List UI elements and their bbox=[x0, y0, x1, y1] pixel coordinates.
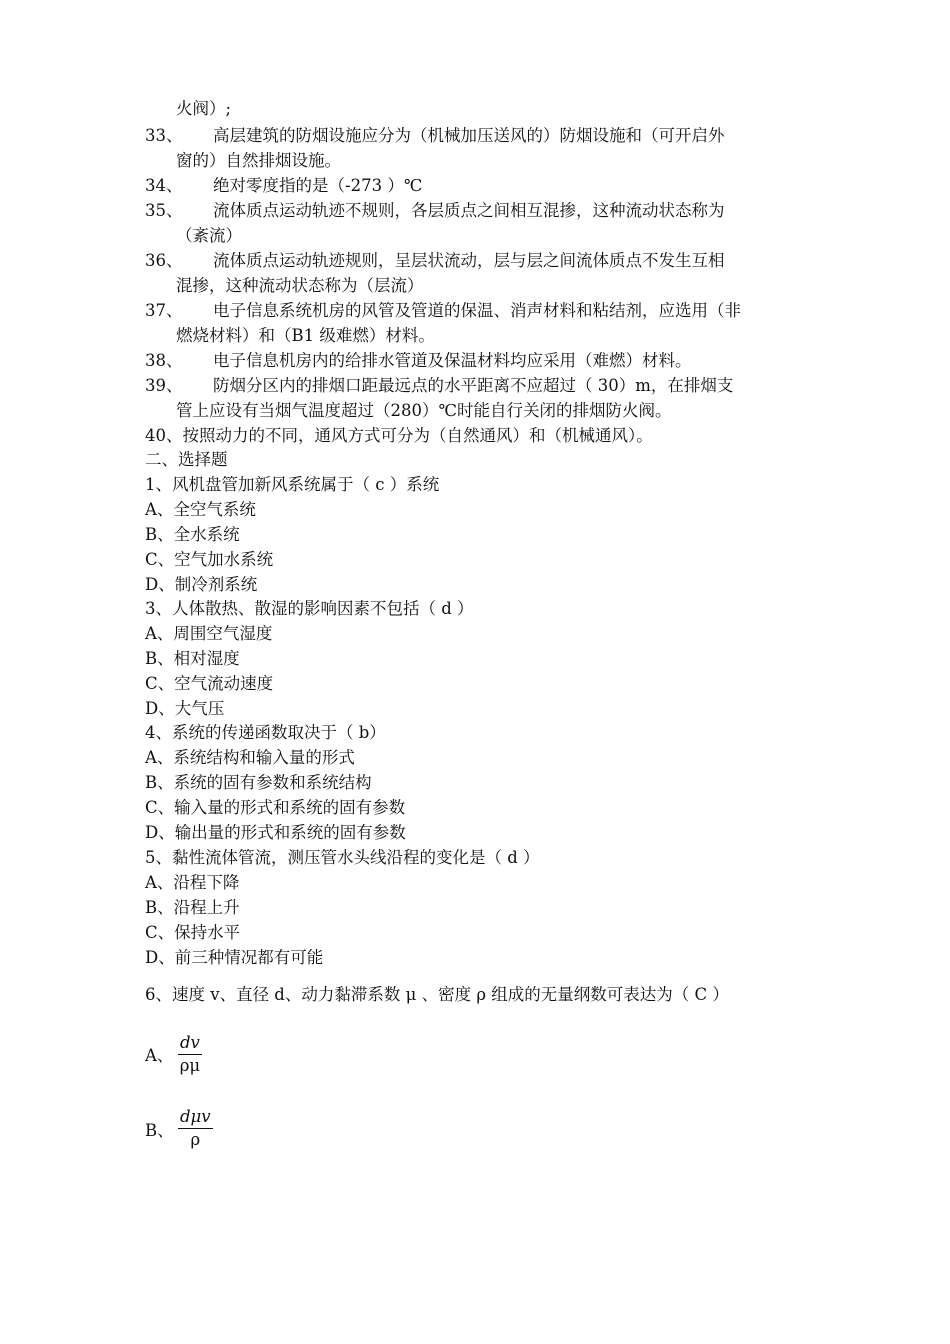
question-3-option-c: C、空气流动速度 bbox=[145, 674, 274, 693]
question-5-option-d: D、前三种情况都有可能 bbox=[145, 948, 324, 967]
question-6-stem: 6、速度 v、直径 d、动力黏滞系数 μ 、密度 ρ 组成的无量纲数可表达为（ C ） bbox=[145, 985, 729, 1004]
item-34: 34、 绝对零度指的是（-273 ）℃ bbox=[145, 176, 423, 195]
question-1-option-c: C、空气加水系统 bbox=[145, 550, 274, 569]
question-6-option-a-label: A、 bbox=[145, 1046, 174, 1065]
question-3-option-d: D、大气压 bbox=[145, 699, 225, 718]
question-1-option-b: B、全水系统 bbox=[145, 525, 240, 544]
fraction-a-numerator: dv bbox=[178, 1033, 202, 1055]
question-3-option-a: A、周围空气湿度 bbox=[145, 624, 273, 643]
question-3-stem: 3、人体散热、散湿的影响因素不包括（ d ） bbox=[145, 599, 474, 618]
question-4-option-a: A、系统结构和输入量的形式 bbox=[145, 748, 355, 767]
question-5-option-a: A、沿程下降 bbox=[145, 873, 240, 892]
item-36: 36、 流体质点运动轨迹规则，呈层状流动，层与层之间流体质点不发生互相 bbox=[145, 251, 725, 270]
item-37: 37、 电子信息系统机房的风管及管道的保温、消声材料和粘结剂，应选用（非 bbox=[145, 301, 741, 320]
question-1-option-a: A、全空气系统 bbox=[145, 500, 256, 519]
question-6-option-b-fraction bbox=[178, 1107, 213, 1150]
question-4-option-c: C、输入量的形式和系统的固有参数 bbox=[145, 798, 406, 817]
item-37-cont: 燃烧材料）和（B1 级难燃）材料。 bbox=[176, 326, 435, 345]
question-5-option-b: B、沿程上升 bbox=[145, 898, 240, 917]
item-35: 35、 流体质点运动轨迹不规则，各层质点之间相互混掺，这种流动状态称为 bbox=[145, 201, 725, 220]
item-39: 39、 防烟分区内的排烟口距最远点的水平距离不应超过（ 30）m，在排烟支 bbox=[145, 376, 734, 395]
item-40: 40、按照动力的不同，通风方式可分为（自然通风）和（机械通风）。 bbox=[145, 426, 653, 445]
item-39-cont: 管上应设有当烟气温度超过（280）℃时能自行关闭的排烟防火阀。 bbox=[176, 401, 672, 420]
item-36-cont: 混掺，这种流动状态称为（层流） bbox=[176, 276, 424, 295]
section-title: 二、选择题 bbox=[145, 450, 228, 469]
question-6-option-b-label: B、 bbox=[145, 1121, 174, 1140]
item-continuation: 火阀）; bbox=[176, 99, 232, 118]
question-6-option-a-fraction bbox=[178, 1033, 202, 1076]
question-5-stem: 5、黏性流体管流，测压管水头线沿程的变化是（ d ） bbox=[145, 848, 540, 867]
question-4-option-b: B、系统的固有参数和系统结构 bbox=[145, 773, 372, 792]
question-5-option-c: C、保持水平 bbox=[145, 923, 241, 942]
fraction-a-denominator: ρμ bbox=[179, 1056, 201, 1075]
question-4-option-d: D、输出量的形式和系统的固有参数 bbox=[145, 823, 406, 842]
item-33-cont: 窗的）自然排烟设施。 bbox=[176, 151, 341, 170]
question-1-option-d: D、制冷剂系统 bbox=[145, 575, 258, 594]
fraction-b-denominator: ρ bbox=[190, 1130, 201, 1149]
question-3-option-b: B、相对湿度 bbox=[145, 649, 240, 668]
question-4-stem: 4、系统的传递函数取决于（ b） bbox=[145, 723, 386, 742]
item-35-cont: （紊流） bbox=[176, 226, 242, 245]
item-38: 38、 电子信息机房内的给排水管道及保温材料均应采用（难燃）材料。 bbox=[145, 351, 692, 370]
fraction-b-numerator: dμv bbox=[178, 1107, 213, 1129]
item-33: 33、 高层建筑的防烟设施应分为（机械加压送风的）防烟设施和（可开启外 bbox=[145, 126, 725, 145]
question-1-stem: 1、风机盘管加新风系统属于（ c ）系统 bbox=[145, 475, 440, 494]
